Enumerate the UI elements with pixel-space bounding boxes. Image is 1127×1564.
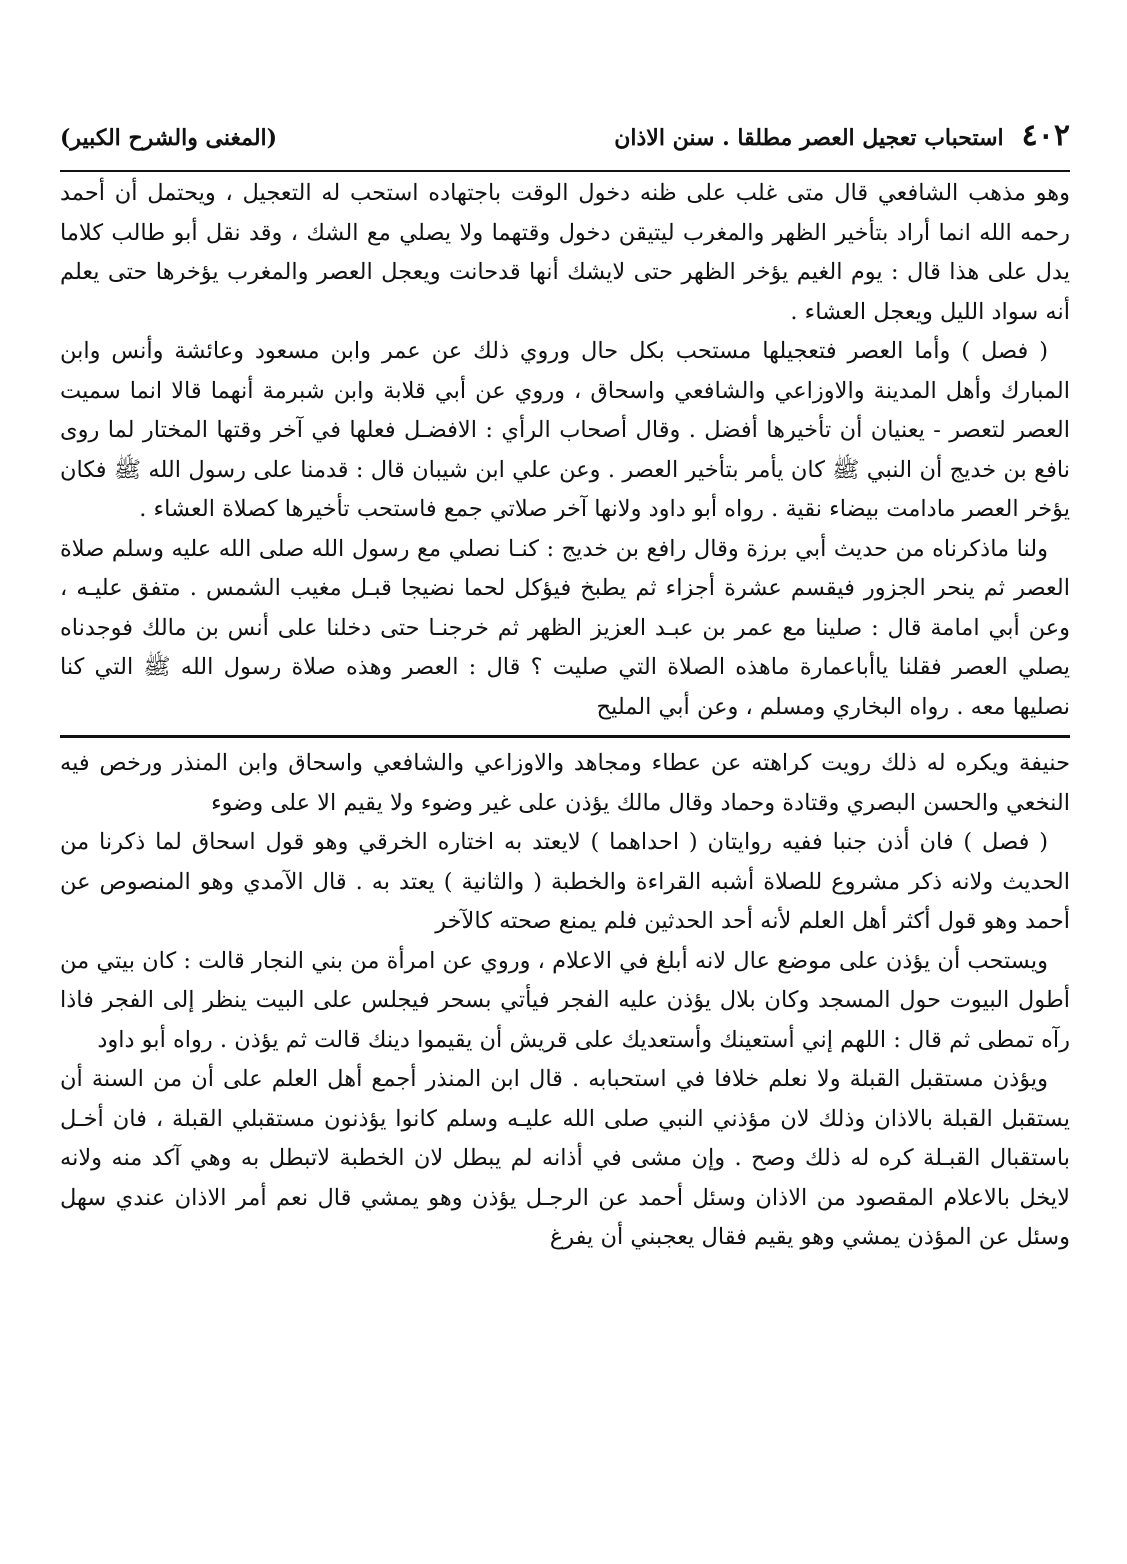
book-page bbox=[60, 118, 1070, 1258]
header-right-group bbox=[614, 118, 1070, 153]
running-title: استحباب تعجيل العصر مطلقا . سنن الاذان bbox=[614, 125, 1004, 151]
paragraph: ويؤذن مستقبل القبلة ولا نعلم خلافا في استحبابه . قال ابن المنذر أجمع أهل العلم على أن من السنة أن يستقبل القبلة بالاذان وذلك لان مؤذني النبي صلى الله عليـه وسلم كانوا يؤذنون مستقبلي القبلة ، فان أخـل باستقبال القبـلة كره له ذلك وصح . وإن مشى في أذانه لم يبطل لان الخطبة لاتبطل به وهي آكد منه ولانه لايخل بالاعلام المقصود من الاذان وسئل أحمد عن الرجـل يؤذن وهو يمشي قال نعم أمر الاذان عندي سهل وسئل عن المؤذن يمشي وهو يقيم فقال يعجبني أن يفرغ bbox=[60, 1066, 1070, 1250]
paragraph: حنيفة ويكره له ذلك رويت كراهته عن عطاء ومجاهد والاوزاعي والشافعي واسحاق وابن المنذر ورخص فيه النخعي والحسن البصري وقتادة وحماد وقال مالك يؤذن على غير وضوء ولا يقيم الا على وضوء bbox=[60, 750, 1070, 816]
page-header bbox=[60, 118, 1070, 172]
paragraph: وهو مذهب الشافعي قال متى غلب على ظنه دخول الوقت باجتهاده استحب له التعجيل ، ويحتمل أن أحمد رحمه الله انما أراد بتأخير الظهر والمغرب ليتيقن دخول وقتهما ولا يصلي مع الشك ، وقد نقل أبو طالب كلاما يدل على هذا قال : يوم الغيم يؤخر الظهر حتى لايشك أنها قدحانت ويعجل العصر والمغرب يؤخرها حتى يعلم أنه سواد الليل ويعجل العشاء . bbox=[60, 180, 1070, 325]
main-text-section bbox=[60, 174, 1070, 727]
paragraph: ( فصل ) وأما العصر فتعجيلها مستحب بكل حال وروي ذلك عن عمر وابن مسعود وعائشة وأنس وابن المبارك وأهل المدينة والاوزاعي والشافعي واسحاق ، وروي عن أبي قلابة وابن شبرمة أنهما قالا انما سميت العصر لتعصر - يعنيان أن تأخيرها أفضل . وقال أصحاب الرأي : الافضـل فعلها في آخر وقتها المختار لما روى نافع بن خديج أن النبي ﷺ كان يأمر بتأخير العصر . وعن علي ابن شيبان قال : قدمنا على رسول الله ﷺ فكان يؤخر العصر مادامت بيضاء نقية . رواه أبو داود ولانها آخر صلاتي جمع فاستحب تأخيرها كصلاة العشاء . bbox=[60, 338, 1070, 522]
commentary-section bbox=[60, 744, 1070, 1258]
page-number: ٤٠٢ bbox=[1021, 118, 1070, 153]
paragraph: ( فصل ) فان أذن جنبا ففيه روايتان ( احداهما ) لايعتد به اختاره الخرقي وهو قول اسحاق لما ذكرنا من الحديث ولانه ذكر مشروع للصلاة أشبه القراءة والخطبة ( والثانية ) يعتد به . قال الآمدي وهو المنصوص عن أحمد وهو قول أكثر أهل العلم لأنه أحد الحدثين فلم يمنع صحته كالآخر bbox=[60, 829, 1070, 934]
paragraph: ويستحب أن يؤذن على موضع عال لانه أبلغ في الاعلام ، وروي عن امرأة من بني النجار قالت : كان بيتي من أطول البيوت حول المسجد وكان بلال يؤذن عليه الفجر فيأتي بسحر فيجلس على البيت ينظر إلى الفجر فاذا رآه تمطى ثم قال : اللهم إني أستعينك وأستعديك على قريش أن يقيموا دينك قالت ثم يؤذن . رواه أبو داود bbox=[60, 947, 1070, 1053]
book-title: (المغنى والشرح الكبير) bbox=[60, 125, 278, 151]
paragraph: ولنا ماذكرناه من حديث أبي برزة وقال رافع بن خديج : كنـا نصلي مع رسول الله صلى الله عليه وسلم صلاة العصر ثم ينحر الجزور فيقسم عشرة أجزاء ثم يطبخ فيؤكل لحما نضيجا قبـل مغيب الشمس . متفق عليـه ، وعن أبي امامة قال : صلينا مع عمر بن عبـد العزيز الظهر ثم خرجنـا حتى دخلنا على أنس بن مالك فوجدناه يصلي العصر فقلنا ياأباعمارة ماهذه الصلاة التي صليت ؟ قال : العصر وهذه صلاة رسول الله ﷺ التي كنا نصليها معه . رواه البخاري ومسلم ، وعن أبي المليح bbox=[60, 535, 1070, 720]
section-divider bbox=[60, 735, 1070, 738]
